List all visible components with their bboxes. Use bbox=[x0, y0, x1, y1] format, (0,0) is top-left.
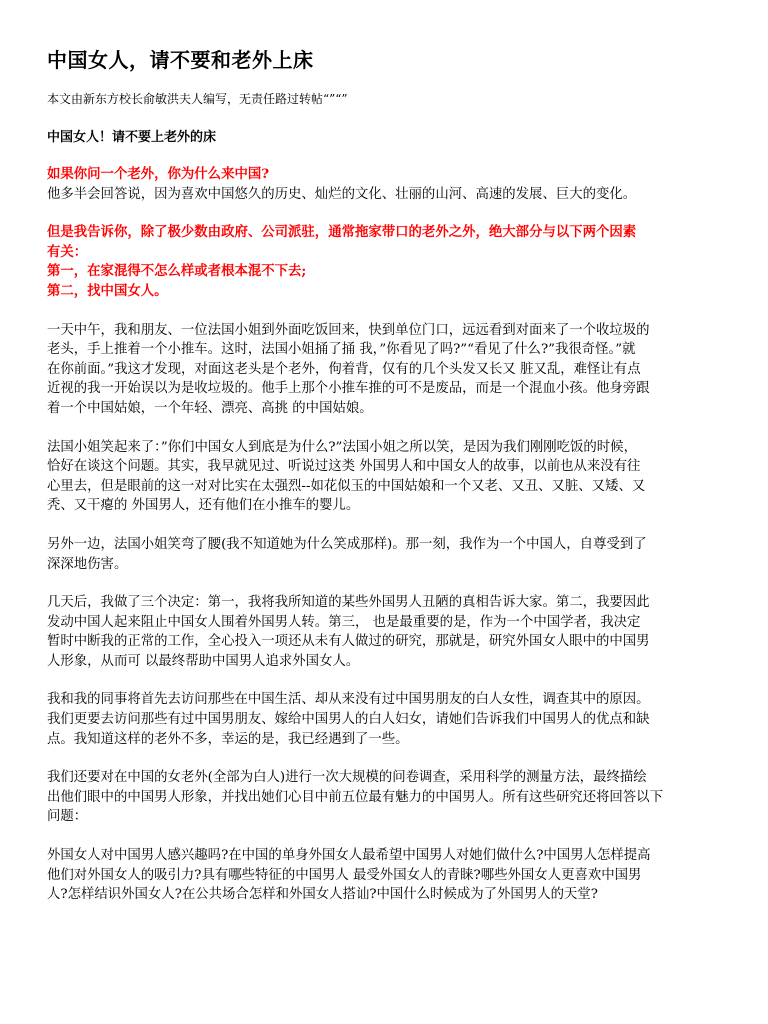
paragraph-line: 他们对外国女人的吸引力?具有哪些特征的中国男人 最受外国女人的青睐?哪些外国女人更喜欢中国男 bbox=[47, 867, 642, 883]
body-paragraph bbox=[47, 321, 724, 419]
question-block bbox=[47, 165, 724, 204]
paragraph-line: 一天中午，我和朋友、一位法国小姐到外面吃饭回来，快到单位门口，远远看到对面来了一个收垃圾的 bbox=[47, 322, 650, 338]
body-paragraph bbox=[47, 690, 724, 749]
paragraph-line: 点。我知道这样的老外不多，幸运的是，我已经遇到了一些。 bbox=[47, 731, 409, 747]
paragraph-line: 深深地伤害。 bbox=[47, 556, 128, 572]
body-paragraphs bbox=[47, 321, 724, 905]
paragraph-line: 在你前面。”我这才发现，对面这老头是个老外，佝着背，仅有的几个头发又长又 脏又乱，难怪让有点 bbox=[47, 361, 641, 377]
answer-line: 他多半会回答说，因为喜欢中国悠久的历史、灿烂的文化、壮丽的山河、高速的发展、巨大的变化。 bbox=[47, 186, 637, 202]
paragraph-line: 出他们眼中的中国男人形象，并找出她们心目中前五位最有魅力的中国男人。所有这些研究还将回答以下 bbox=[47, 789, 663, 805]
red-line: 有关： bbox=[47, 243, 88, 260]
paragraph-line: 人?怎样结识外国女人?在公共场合怎样和外国女人搭讪?中国什么时候成为了外国男人的天堂? bbox=[47, 887, 598, 903]
paragraph-line: 外国女人对中国男人感兴趣吗?在中国的单身外国女人最希望中国男人对她们做什么?中国男人怎样提高 bbox=[47, 848, 651, 864]
paragraph-line: 秃、又干瘪的 外国男人，还有他们在小推车的婴儿。 bbox=[47, 498, 360, 514]
document-subtitle: 中国女人！请不要上老外的床 bbox=[47, 130, 217, 145]
paragraph-line: 老头，手上推着一个小推车。这时，法国小姐捅了捅 我，”你看见了吗?”“看见了什么?”我很奇怪。”就 bbox=[47, 342, 636, 358]
paragraph-line: 着一个中国姑娘，一个年轻、漂亮、高挑 的中国姑娘。 bbox=[47, 400, 373, 416]
red-statement-block bbox=[47, 223, 724, 301]
document-title: 中国女人，请不要和老外上床 bbox=[47, 48, 314, 72]
body-paragraph bbox=[47, 535, 724, 574]
paragraph-line: 问题： bbox=[47, 809, 88, 825]
paragraph-line: 我们还要对在中国的女老外(全部为白人)进行一次大规模的问卷调查，采用科学的测量方法，最终描绘 bbox=[47, 770, 647, 786]
red-line: 第二，找中国女人。 bbox=[47, 282, 168, 299]
body-paragraph bbox=[47, 768, 724, 827]
paragraph-line: 近视的我一开始误以为是收垃圾的。他手上那个小推车推的可不是废品，而是一个混血小孩。他身旁跟 bbox=[47, 381, 650, 397]
paragraph-line: 人形象，从而可 以最终帮助中国男人追求外国女人。 bbox=[47, 653, 360, 669]
credit-line: 本文由新东方校长俞敏洪夫人编写，无责任路过转帖“”“” bbox=[47, 92, 348, 106]
paragraph-line: 恰好在谈这个问题。其实，我早就见过、听说过这类 外国男人和中国女人的故事，以前也从来没有往 bbox=[47, 459, 641, 475]
paragraph-line: 另外一边，法国小姐笑弯了腰(我不知道她为什么笑成那样)。那一刻，我作为一个中国人，自尊受到了 bbox=[47, 536, 647, 552]
paragraph-line: 我和我的同事将首先去访问那些在中国生活、却从来没有过中国男朋友的白人女性，调查其中的原因。 bbox=[47, 692, 650, 708]
red-line: 第一，在家混得不怎么样或者根本混不下去; bbox=[47, 263, 307, 280]
body-paragraph bbox=[47, 846, 724, 905]
paragraph-line: 心里去，但是眼前的这一对对比实在太强烈--如花似玉的中国姑娘和一个又老、又丑、又脏、又矮、又 bbox=[47, 478, 646, 494]
paragraph-line: 发动中国人起来阻止中国女人围着外国男人转。第三， 也是最重要的是，作为一个中国学者，我决定 bbox=[47, 614, 641, 630]
paragraph-line: 几天后，我做了三个决定：第一，我将我所知道的某些外国男人丑陋的真相告诉大家。第二，我要因此 bbox=[47, 595, 650, 611]
paragraph-line: 我们更要去访问那些有过中国男朋友、嫁给中国男人的白人妇女，请她们告诉我们中国男人的优点和缺 bbox=[47, 712, 650, 728]
body-paragraph bbox=[47, 593, 724, 671]
red-line: 但是我告诉你，除了极少数由政府、公司派驻，通常拖家带口的老外之外，绝大部分与以下两个因素 bbox=[47, 224, 637, 241]
paragraph-line: 暂时中断我的正常的工作，全心投入一项还从未有人做过的研究，那就是，研究外国女人眼中的中国男 bbox=[47, 634, 650, 650]
body-paragraph bbox=[47, 438, 724, 516]
question-line: 如果你问一个老外，你为什么来中国? bbox=[47, 166, 270, 182]
paragraph-line: 法国小姐笑起来了：”你们中国女人到底是为什么?”法国小姐之所以笑，是因为我们刚刚吃饭的时候， bbox=[47, 439, 637, 455]
